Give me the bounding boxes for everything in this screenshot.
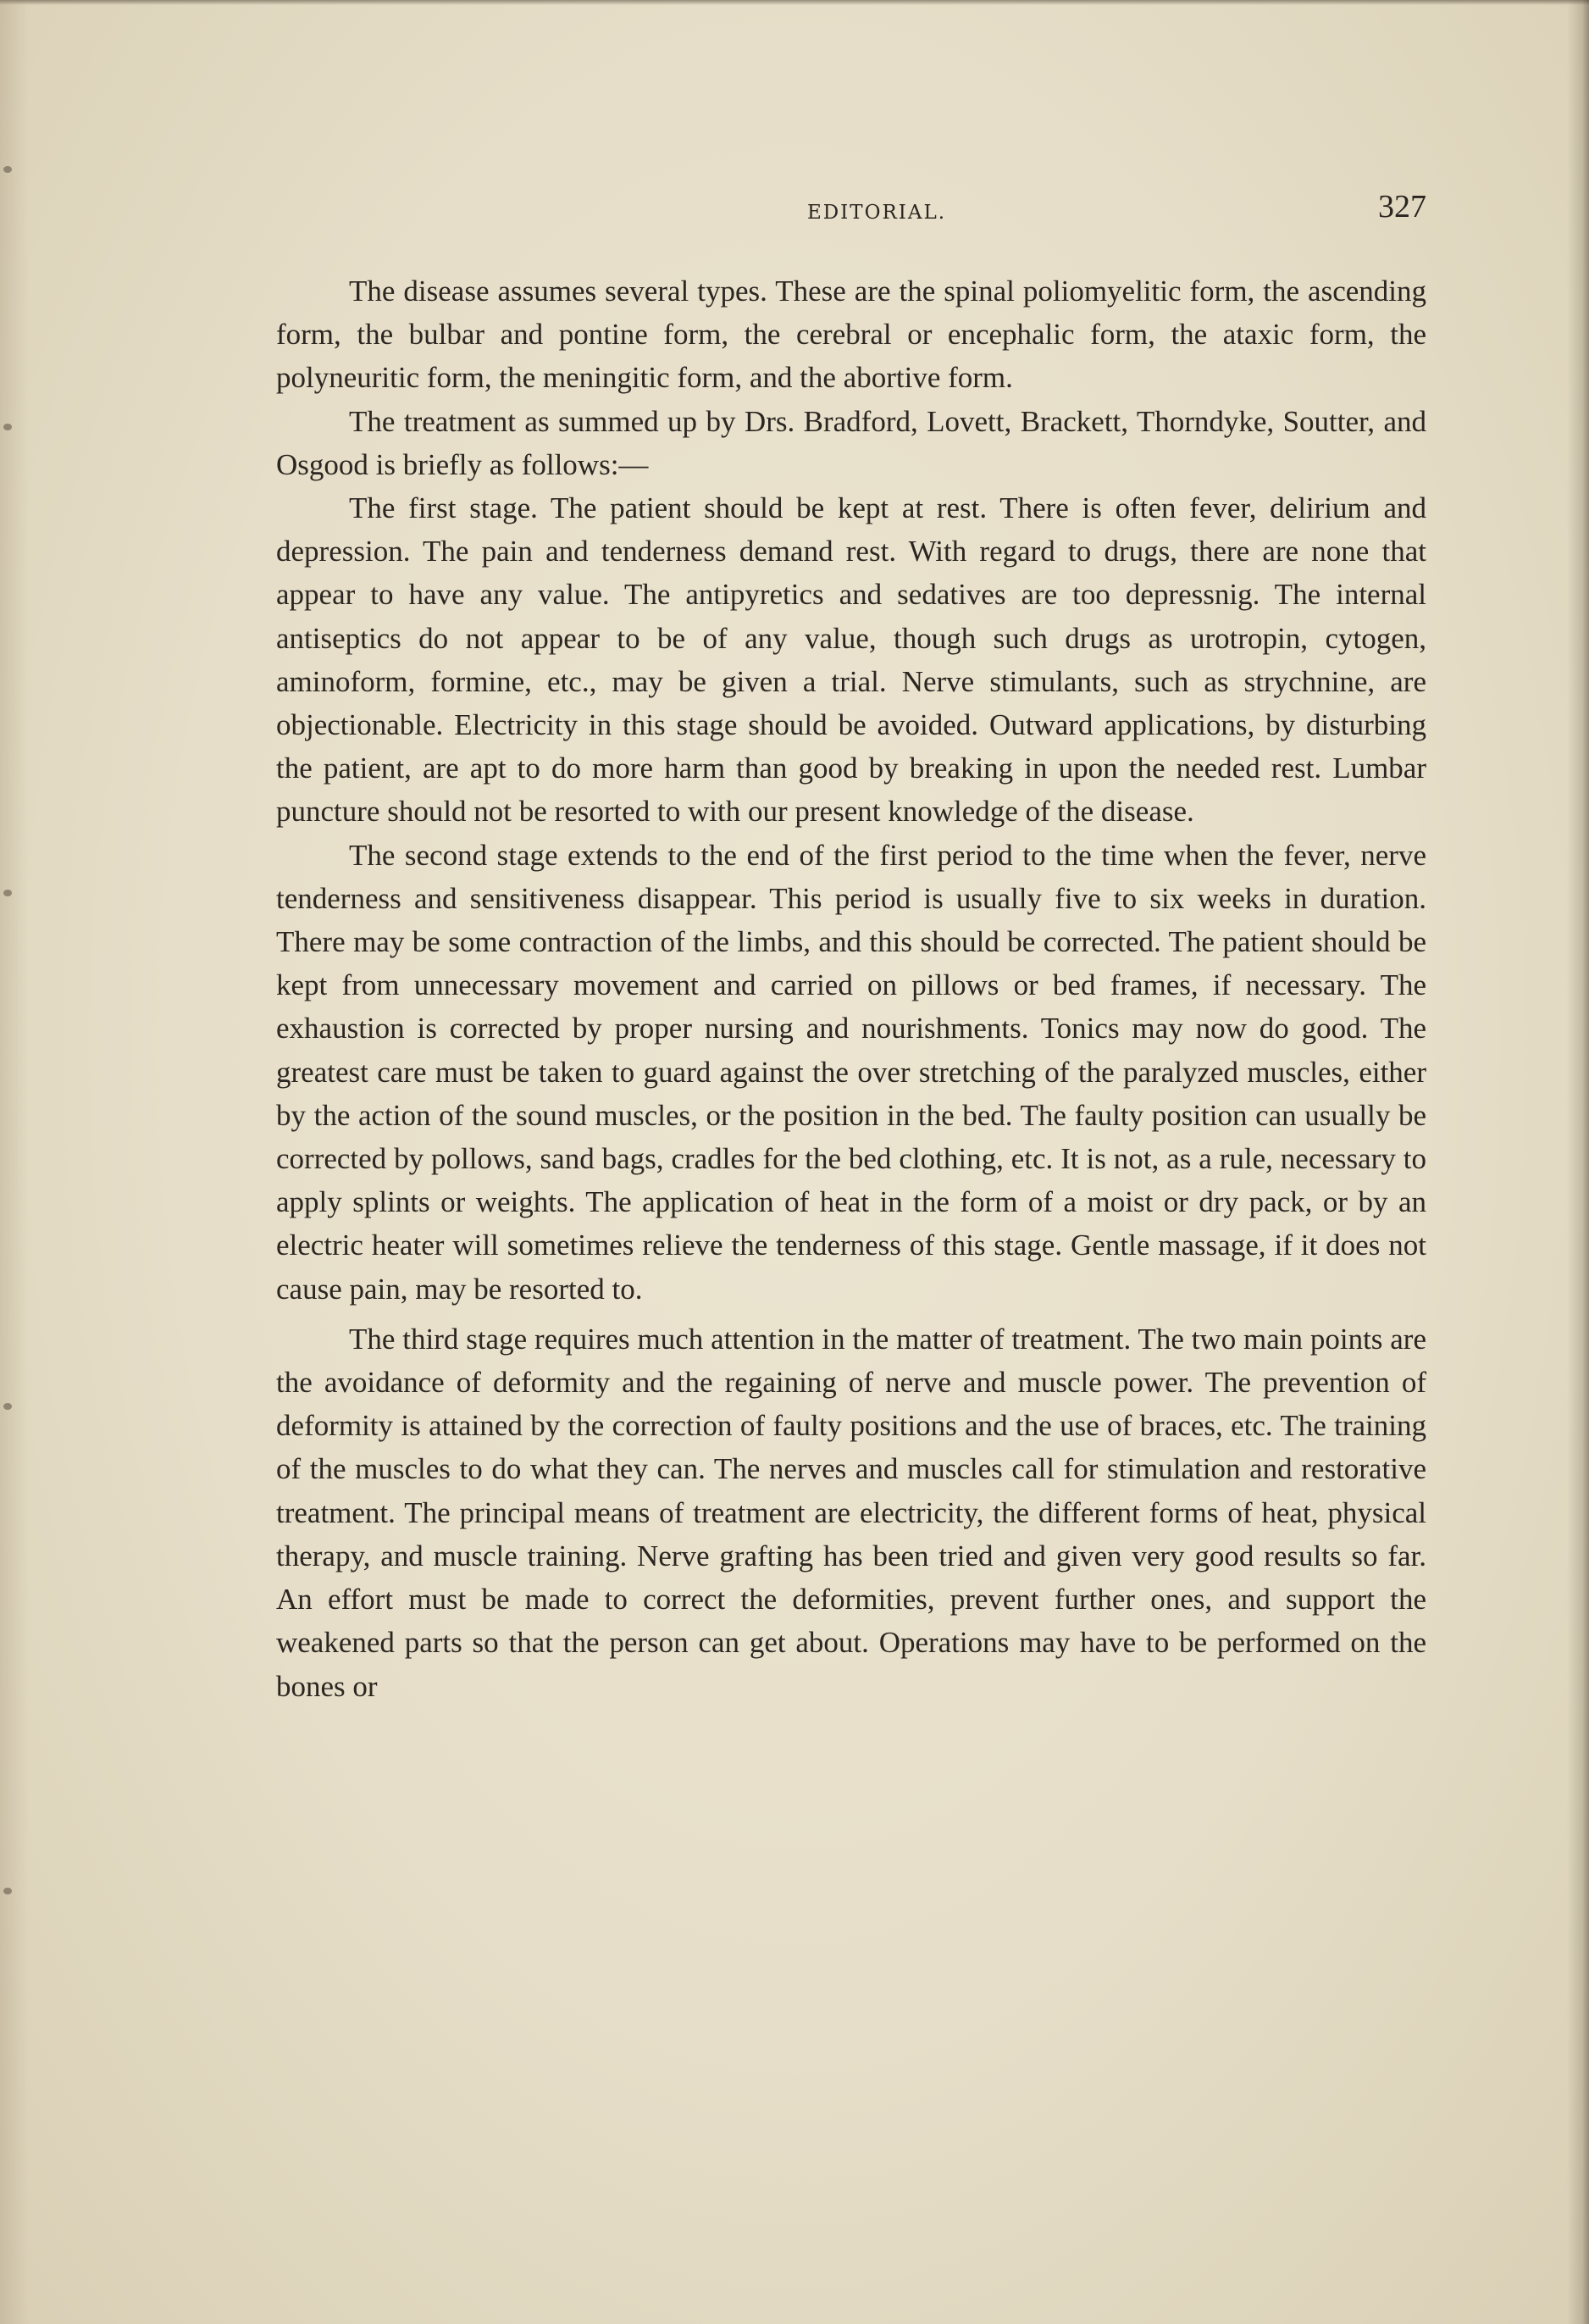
margin-mark — [3, 424, 12, 430]
paragraph-first-stage: The first stage. The patient should be kept at rest. There is often fever, delirium and depression. The pain and tenderness demand rest. With regard to drugs, there are none that appear to have any value. The antipyretics and sedatives are too depressnig. The internal antiseptics do not appear to be of any value, though such drugs as urotropin, cytogen, aminoform, formine, etc., may be given a trial. Nerve stimulants, such as strychnine, are objectionable. Electricity in this stage should be avoided. Outward applications, by disturbing the patient, are apt to do more harm than good by breaking in upon the needed rest. Lumbar puncture should not be resorted to with our present knowledge of the disease. — [276, 491, 1426, 829]
paragraph-types: The disease assumes several types. These are the spinal poliomyelitic form, the ascending form, the bulbar and pontine form, the cerebral or encephalic form, the ataxic form, the polyneuritic form, the meningitic form, and the abortive form. — [276, 275, 1426, 395]
body-text — [276, 269, 1426, 1708]
page-header — [276, 188, 1426, 239]
page-left-edge — [0, 0, 29, 2324]
margin-mark — [3, 166, 12, 173]
page-top-edge — [0, 0, 1589, 5]
paragraph-treatment-intro: The treatment as summed up by Drs. Bradford, Lovett, Brackett, Thorndyke, Soutter, and Osgood is briefly as follows:— — [276, 404, 1426, 481]
page-right-edge — [1567, 0, 1589, 2324]
margin-mark — [3, 1888, 12, 1894]
paragraph-second-stage: The second stage extends to the end of the first period to the time when the fever, nerve tenderness and sensitiveness disappear. This period is usually five to six weeks in duration. There may be some contraction of the limbs, and this should be corrected. The patient should be kept from unnecessary movement and carried on pillows or bed frames, if necessary. The exhaustion is corrected by proper nursing and nourishments. Tonics may now do good. The greatest care must be taken to guard against the over stretching of the paralyzed muscles, either by the action of the sound muscles, or the position in the bed. The faulty position can usually be corrected by pollows, sand bags, cradles for the bed clothing, etc. It is not, as a rule, necessary to apply splints or weights. The application of heat in the form of a moist or dry pack, or by an electric heater will sometimes relieve the tenderness of this stage. Gentle massage, if it does not cause pain, may be resorted to. — [276, 838, 1426, 1306]
page-number: 327 — [1378, 189, 1426, 225]
running-head: EDITORIAL. — [806, 202, 947, 224]
margin-mark — [3, 890, 12, 896]
margin-mark — [3, 1403, 12, 1410]
paragraph-third-stage: The third stage requires much attention in the matter of treatment. The two main points are the avoidance of deformity and the regaining of nerve and muscle power. The prevention of deformity is attained by the correction of faulty positions and the use of braces, etc. The training of the muscles to do what they can. The nerves and muscles call for stimulation and restorative treatment. The principal means of treatment are electricity, the different forms of heat, physical therapy, and muscle training. Nerve grafting has been tried and given very good results so far. An effort must be made to correct the deformities, prevent further ones, and support the weakened parts so that the person can get about. Operations may have to be performed on the bones or — [276, 1322, 1426, 1703]
